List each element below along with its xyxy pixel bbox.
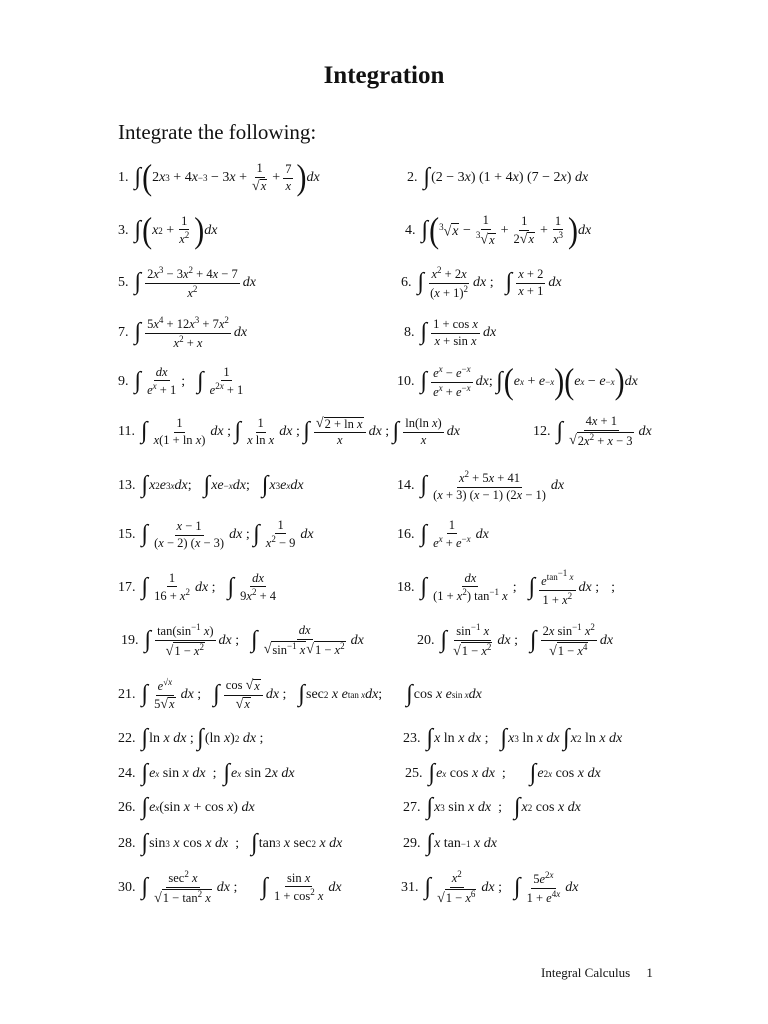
problem-number: 16. [397,527,415,542]
problem-number: 26. [118,800,136,815]
problem-number: 10. [397,374,415,389]
problem-number: 8. [404,325,415,340]
problem-number: 11. [118,424,135,439]
problem-row [0,313,768,353]
problem-row [0,621,768,661]
problem-3: 3. ∫ ( x 2 + 1 $x^2$ ) dx [118,210,218,251]
footer-label: Integral Calculus [541,965,631,980]
instructions: Integrate the following: [118,120,317,144]
problem-row [0,158,768,198]
problem-number: 27. [403,800,421,815]
problem-number: 13. [118,478,136,493]
problem-13: 13. ∫ x 2 e 3x dx ; ∫ xe −x dx ; ∫ x 3 e x dx [118,472,304,498]
problem-number: 4. [405,223,416,238]
problem-number: 17. [118,580,136,595]
problem-number: 24. [118,766,136,781]
problem-2: 2. ∫ (2 − 3 x ) (1 + 4 x ) (7 − 2 x ) dx [407,164,589,190]
problem-row [0,568,768,608]
problem-10: 10. ∫ $e^x - e^{-x}$ $e^x + e^{-x}$ dx ; ∫ ( e x + e −x ) ( e x − e −x ) dx [397,361,638,402]
problem-number: 15. [118,527,136,542]
problem-number: 21. [118,687,136,702]
problem-26: 26. ∫ e x (sin x + cos x ) dx [118,794,255,820]
problem-number: 19. [121,633,139,648]
problem-14: 14. ∫ $x^2 + 5x + 41$ (x + 3) (x − 1) (2x − 1) dx [397,468,565,502]
problem-number: 12. [533,424,551,439]
page-footer [541,965,653,981]
problem-number: 25. [405,766,423,781]
problem-19: 19. ∫ $\tan(\sin^{-1}$ x) √ $1 - x^2$ dx ; ∫ dx √ $\sin^{-1} x$ √ $1 - x^2$ dx [121,622,364,659]
page-title: Integration [323,62,445,89]
problem-12: 12. ∫ 4x + 1 √ $2x^2 + x - 3$ dx [533,414,652,449]
problem-20: 20. ∫ $\sin^{-1} x$ √ $1 - x^2$ dx ; ∫ 2x $\sin^{-1} x^2$ √ $1 - x^4$ dx [417,622,614,659]
problem-number: 18. [397,580,415,595]
problem-number: 6. [401,275,412,290]
problem-18: 18. ∫ dx $(1 + x^2)$ $\tan^{-1} x$ ; ∫ $e^{tan^{-1} x}$ $1 + x^2$ dx ; ; [397,567,616,607]
problem-6: 6. ∫ $x^2 + 2x$ $(x + 1)^2$ dx ; ∫ x + 2 x + 1 dx [401,264,562,300]
problem-number: 2. [407,170,418,185]
problem-number: 29. [403,836,421,851]
problem-row [0,675,768,715]
problem-number: 23. [403,731,421,746]
problem-30: 30. ∫ $\sec^2 x$ √ $1 - \tan^2 x$ dx ; ∫ sin x $1 + \cos^2 x$ dx [118,869,342,906]
problem-row [0,868,768,908]
problem-21: 21. ∫ $e^{√x}$ 5 √ x dx ; ∫ cos √ x √ x dx ; ∫ sec 2 x e tan x dx ; ∫ cos x e sin x dx [118,676,482,712]
problem-17: 17. ∫ 1 $16 + x^2$ dx ; ∫ dx $9x^2 + 4$ [118,570,277,604]
problem-25: 25. ∫ e x cos x dx ; ∫ e 2x cos x dx [405,760,601,786]
problem-1: 1. ∫ ( 2 x 3 + 4 x −3 − 3 x + 1 √ x + 7 x ) dx [118,157,320,198]
problem-row [0,412,768,452]
problem-number: 3. [118,223,129,238]
problem-number: 31. [401,880,419,895]
problem-5: 5. ∫ $2x^3 - 3x^2 + 4x - 7$ $x^2$ dx [118,264,256,300]
problem-24: 24. ∫ e x sin x dx ; ∫ e x sin 2 x dx [118,760,295,786]
problem-4: 4. ∫ ( $^3$√ x − 1 $^3$√ x + 1 2 √ x + 1 $x^3$ ) dx [405,210,592,251]
problem-8: 8. ∫ 1 + cos x x + sin x dx [404,316,497,348]
page-number: 1 [646,965,653,980]
problem-15: 15. ∫ x − 1 (x − 2) (x − 3) dx ; ∫ 1 $x^2 - 9$ dx [118,517,314,551]
problem-number: 1. [118,170,129,185]
problem-number: 7. [118,325,129,340]
problem-29: 29. ∫ x tan −1 x dx [403,830,497,856]
problem-row [0,263,768,303]
problem-number: 14. [397,478,415,493]
problem-16: 16. ∫ 1 $e^x + e^{-x}$ dx [397,517,489,551]
problem-9: 9. ∫ dx $e^x + 1$ ; ∫ 1 $e^{2x} + 1$ [118,364,244,398]
problem-row [0,362,768,402]
problem-row [0,211,768,251]
problem-number: 30. [118,880,136,895]
problem-row [0,515,768,555]
problem-number: 5. [118,275,129,290]
problem-row [0,466,768,506]
problem-27: 27. ∫ x 3 sin x dx ; ∫ x 2 cos x dx [403,794,581,820]
problem-28: 28. ∫ sin 3 x cos x dx ; ∫ tan 3 x sec 2 x dx [118,830,343,856]
problem-number: 20. [417,633,435,648]
problem-number: 9. [118,374,129,389]
problem-23: 23. ∫ x ln x dx ; ∫ x 3 ln x dx ∫ x 2 ln x dx [403,725,623,751]
problem-number: 28. [118,836,136,851]
problem-22: 22. ∫ ln x dx ; ∫ (ln x ) 2 dx ; [118,725,264,751]
problem-7: 7. ∫ $5x^4 + 12x^3 + 7x^2$ $x^2 + x$ dx [118,314,248,350]
problem-row [0,788,768,828]
problem-31: 31. ∫ $x^2$ √ $1 - x^6$ dx ; ∫ $5e^{2x}$ $1 + e^{4x}$ dx [401,869,579,906]
problem-11: 11. ∫ 1 x(1 + ln x) dx ; ∫ 1 x ln x dx ; ∫ √ 2 + ln x x dx ; ∫ ln(ln x) x dx [118,415,460,448]
problem-row [0,719,768,759]
problem-row [0,824,768,864]
problem-number: 22. [118,731,136,746]
